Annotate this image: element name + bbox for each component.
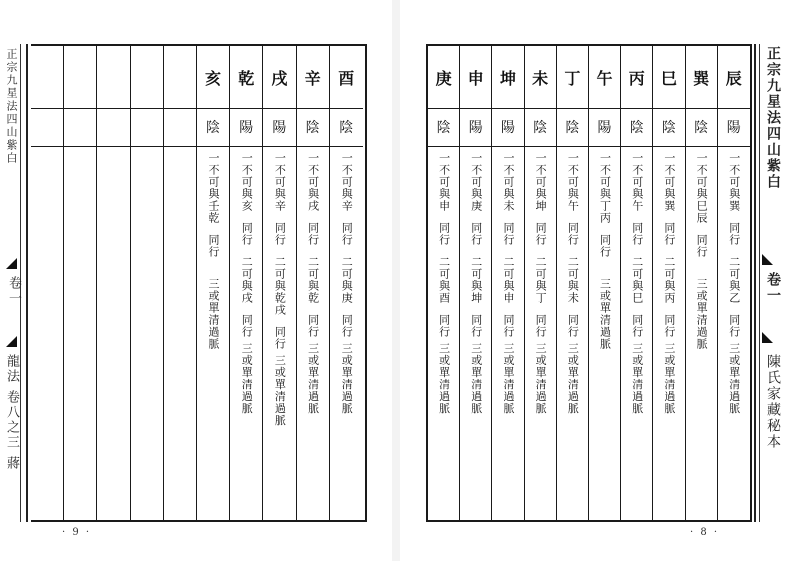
column-heading-branch: 乾 — [230, 46, 262, 109]
column-heading-branch: 丁 — [557, 46, 588, 109]
rule-line-2: 同行 — [630, 222, 644, 246]
rule-line-2: 同行 — [340, 222, 354, 246]
table-column — [460, 46, 492, 520]
yin-yang-cell: 陽 — [230, 108, 262, 147]
rule-text — [240, 148, 252, 520]
rule-line-1: 一不可與午 — [630, 152, 644, 212]
rule-text — [566, 148, 578, 520]
rule-line-3: 二可與乾戌 — [273, 256, 287, 316]
table-column — [492, 46, 524, 520]
rule-text — [663, 148, 675, 520]
table-column — [330, 46, 363, 520]
rule-line-1: 一不可與申 — [437, 152, 451, 212]
rule-line-3: 二可與丙 — [662, 256, 676, 304]
rule-text-cell — [31, 148, 63, 520]
yin-yang-cell: 陰 — [428, 108, 459, 147]
column-heading-branch: 丙 — [621, 46, 652, 109]
table-column — [686, 46, 718, 520]
rule-line-2: 同行 — [501, 222, 515, 246]
table-column — [131, 46, 164, 520]
rule-text — [307, 148, 319, 520]
rule-line-1: 一不可與坤 — [534, 152, 548, 212]
table-column — [31, 46, 64, 520]
rule-text-cell — [686, 148, 717, 520]
column-heading-branch — [64, 46, 96, 109]
column-heading-branch: 酉 — [330, 46, 363, 109]
rule-line-4: 同行 三或單清過脈 — [240, 314, 254, 415]
rule-text-cell — [492, 148, 523, 520]
rule-line-4: 同行 三或單清過脈 — [437, 314, 451, 415]
table-column — [97, 46, 130, 520]
yin-yang-cell — [131, 108, 163, 147]
table-column — [589, 46, 621, 520]
table-column — [557, 46, 589, 520]
table-column — [297, 46, 330, 520]
rule-text — [438, 148, 450, 520]
rule-line-2: 同行 — [273, 222, 287, 246]
left-margin-rule — [20, 44, 28, 522]
column-heading-branch: 辛 — [297, 46, 329, 109]
rule-line-3: 二可與巳 — [630, 256, 644, 304]
rule-text-cell — [428, 148, 459, 520]
right-fishtail-mark-top — [762, 254, 773, 265]
rule-text — [728, 148, 740, 520]
left-fishtail-mark-bottom — [6, 336, 17, 347]
rule-line-4: 三或單清過脈 — [598, 278, 612, 350]
column-heading-branch: 庚 — [428, 46, 459, 109]
rule-line-4: 同行 三或單清過脈 — [501, 314, 515, 415]
rule-line-1: 一不可與辛 — [340, 152, 354, 212]
rule-line-1: 一不可與巽 — [727, 152, 741, 212]
left-margin-column — [4, 44, 30, 522]
rule-line-2: 同行 — [240, 222, 254, 246]
yin-yang-cell: 陰 — [297, 108, 329, 147]
rule-line-3: 二可與未 — [566, 256, 580, 304]
table-column — [164, 46, 197, 520]
rule-text-cell — [718, 148, 750, 520]
rule-line-2: 同行 — [207, 234, 221, 258]
yin-yang-cell: 陰 — [525, 108, 556, 147]
left-side-chapter: 龍法 卷八之三 蔣 — [4, 354, 19, 472]
yin-yang-cell: 陰 — [197, 108, 229, 147]
rule-line-4: 同行 三或單清過脈 — [273, 326, 287, 427]
rule-text — [107, 148, 119, 520]
rule-line-4: 同行 三或單清過脈 — [340, 314, 354, 415]
table-column — [197, 46, 230, 520]
left-table — [31, 44, 367, 522]
left-page-number: · 9 · — [62, 527, 92, 538]
column-heading-branch: 亥 — [197, 46, 229, 109]
rule-line-1: 一不可與戌 — [306, 152, 320, 212]
yin-yang-cell: 陽 — [718, 108, 750, 147]
rule-line-3: 二可與乙 — [727, 256, 741, 304]
yin-yang-cell — [97, 108, 129, 147]
rule-text-cell — [330, 148, 363, 520]
rule-line-3: 二可與戌 — [240, 256, 254, 304]
right-page — [400, 0, 793, 561]
rule-line-4: 同行 三或單清過脈 — [662, 314, 676, 415]
rule-line-1: 一不可與丁丙 — [598, 152, 612, 224]
rule-line-4: 同行 三或單清過脈 — [534, 314, 548, 415]
rule-text-cell — [589, 148, 620, 520]
yin-yang-cell: 陽 — [460, 108, 491, 147]
rule-line-4: 三或單清過脈 — [207, 278, 221, 350]
rule-line-2: 同行 — [727, 222, 741, 246]
rule-line-2: 同行 — [695, 234, 709, 258]
rule-line-2: 同行 — [566, 222, 580, 246]
left-side-title: 正宗九星法四山紫白 — [5, 48, 18, 165]
yin-yang-cell — [64, 108, 96, 147]
yin-yang-cell: 陰 — [621, 108, 652, 147]
rule-text — [470, 148, 482, 520]
right-fishtail-mark-bottom — [762, 332, 773, 343]
right-margin-rule — [754, 44, 760, 522]
rule-text — [41, 148, 53, 520]
rule-line-1: 一不可與辛 — [273, 152, 287, 212]
rule-text — [695, 148, 707, 520]
rule-text-cell — [131, 148, 163, 520]
rule-text-cell — [197, 148, 229, 520]
rule-line-2: 同行 — [598, 234, 612, 258]
yin-yang-cell: 陰 — [653, 108, 684, 147]
rule-line-1: 一不可與亥 — [240, 152, 254, 212]
rule-text — [631, 148, 643, 520]
column-heading-branch — [131, 46, 163, 109]
rule-line-3: 二可與酉 — [437, 256, 451, 304]
rule-text-cell — [297, 148, 329, 520]
column-heading-branch — [31, 46, 63, 109]
yin-yang-cell: 陰 — [557, 108, 588, 147]
left-fishtail-mark-top — [6, 258, 17, 269]
yin-yang-cell: 陽 — [589, 108, 620, 147]
rule-line-1: 一不可與未 — [501, 152, 515, 212]
rule-line-1: 一不可與壬乾 — [207, 152, 221, 224]
column-heading-branch: 辰 — [718, 46, 750, 109]
rule-text-cell — [653, 148, 684, 520]
column-heading-branch — [97, 46, 129, 109]
yin-yang-cell — [164, 108, 196, 147]
rule-text — [141, 148, 153, 520]
rule-text-cell — [97, 148, 129, 520]
table-column — [621, 46, 653, 520]
column-heading-branch: 午 — [589, 46, 620, 109]
rule-line-3: 二可與申 — [501, 256, 515, 304]
rule-text-cell — [557, 148, 588, 520]
right-side-title: 正宗九星法四山紫白 — [765, 46, 781, 190]
rule-line-2: 同行 — [534, 222, 548, 246]
left-page — [0, 0, 392, 561]
rule-text-cell — [525, 148, 556, 520]
yin-yang-cell: 陽 — [263, 108, 295, 147]
yin-yang-cell: 陰 — [330, 108, 363, 147]
rule-text-cell — [460, 148, 491, 520]
yin-yang-cell: 陰 — [686, 108, 717, 147]
rule-text — [534, 148, 546, 520]
rule-line-2: 同行 — [306, 222, 320, 246]
rule-text — [174, 148, 186, 520]
right-margin-column — [754, 44, 793, 522]
table-column — [263, 46, 296, 520]
rule-text-cell — [621, 148, 652, 520]
rule-line-2: 同行 — [437, 222, 451, 246]
rule-line-1: 一不可與巽 — [662, 152, 676, 212]
column-heading-branch: 戌 — [263, 46, 295, 109]
rule-text — [340, 148, 352, 520]
table-column — [525, 46, 557, 520]
yin-yang-cell — [31, 108, 63, 147]
right-table — [426, 44, 752, 522]
column-heading-branch: 巳 — [653, 46, 684, 109]
rule-text-cell — [64, 148, 96, 520]
rule-line-1: 一不可與巳辰 — [695, 152, 709, 224]
column-heading-branch: 坤 — [492, 46, 523, 109]
column-heading-branch — [164, 46, 196, 109]
rule-line-2: 同行 — [662, 222, 676, 246]
rule-line-4: 同行 三或單清過脈 — [727, 314, 741, 415]
rule-line-3: 二可與乾 — [306, 256, 320, 304]
rule-line-1: 一不可與庚 — [469, 152, 483, 212]
rule-text — [74, 148, 86, 520]
rule-line-4: 同行 三或單清過脈 — [469, 314, 483, 415]
rule-line-4: 同行 三或單清過脈 — [566, 314, 580, 415]
table-column — [64, 46, 97, 520]
left-side-volume: 卷一 — [6, 276, 21, 306]
rule-line-3: 二可與庚 — [340, 256, 354, 304]
rule-line-4: 同行 三或單清過脈 — [306, 314, 320, 415]
table-column — [230, 46, 263, 520]
rule-text — [599, 148, 611, 520]
rule-line-4: 同行 三或單清過脈 — [630, 314, 644, 415]
yin-yang-cell: 陽 — [492, 108, 523, 147]
rule-text-cell — [164, 148, 196, 520]
rule-line-1: 一不可與午 — [566, 152, 580, 212]
rule-line-4: 三或單清過脈 — [695, 278, 709, 350]
right-page-number: · 8 · — [690, 527, 720, 538]
column-heading-branch: 未 — [525, 46, 556, 109]
right-side-volume: 卷一 — [765, 272, 781, 304]
rule-text — [273, 148, 285, 520]
rule-text — [207, 148, 219, 520]
book-gutter — [392, 0, 400, 561]
table-column — [718, 46, 750, 520]
rule-line-3: 二可與丁 — [534, 256, 548, 304]
right-side-house: 陳氏家藏秘本 — [765, 354, 781, 450]
rule-text-cell — [263, 148, 295, 520]
column-heading-branch: 申 — [460, 46, 491, 109]
rule-line-3: 二可與坤 — [469, 256, 483, 304]
table-column — [653, 46, 685, 520]
rule-line-2: 同行 — [469, 222, 483, 246]
rule-text-cell — [230, 148, 262, 520]
table-column — [428, 46, 460, 520]
rule-text — [502, 148, 514, 520]
column-heading-branch: 巽 — [686, 46, 717, 109]
